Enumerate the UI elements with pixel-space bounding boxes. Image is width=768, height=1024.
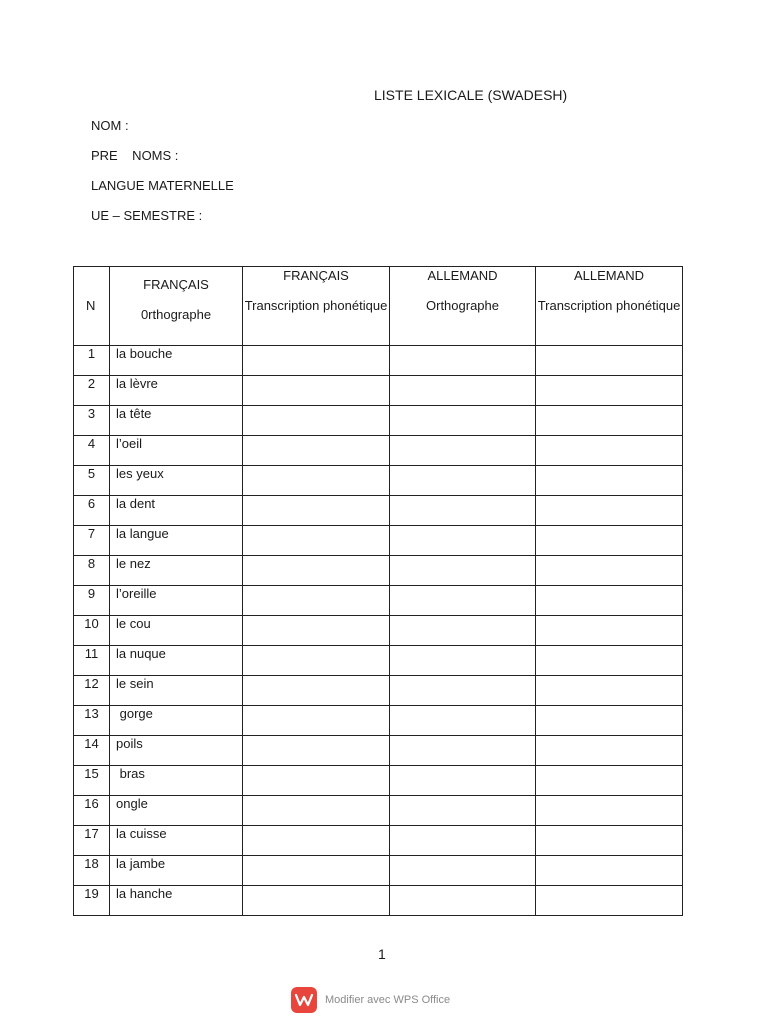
- table-row: [74, 406, 683, 436]
- header-francais-orthographe: [110, 267, 243, 346]
- header-allemand-orthographe-sub: Orthographe: [426, 298, 499, 313]
- row-french-transcription-cell[interactable]: [243, 526, 390, 556]
- table-row: [74, 886, 683, 916]
- header-francais-orthographe-sub: 0rthographe: [140, 307, 212, 322]
- row-number: 16: [74, 796, 110, 826]
- table-row: [74, 706, 683, 736]
- row-french-transcription-cell[interactable]: [243, 646, 390, 676]
- header-allemand-orthographe-title: ALLEMAND: [427, 268, 498, 283]
- row-number: 18: [74, 856, 110, 886]
- row-french-word: le cou: [110, 616, 243, 646]
- row-french-word: la nuque: [110, 646, 243, 676]
- row-french-word: la hanche: [110, 886, 243, 916]
- row-french-word: poils: [110, 736, 243, 766]
- table-row: [74, 526, 683, 556]
- row-german-orthography-cell[interactable]: [390, 346, 536, 376]
- row-french-word: la bouche: [110, 346, 243, 376]
- table-row: [74, 646, 683, 676]
- header-francais-transcription-title: FRANÇAIS: [283, 268, 349, 283]
- row-german-transcription-cell[interactable]: [536, 496, 683, 526]
- row-french-transcription-cell[interactable]: [243, 796, 390, 826]
- row-german-orthography-cell[interactable]: [390, 466, 536, 496]
- row-german-transcription-cell[interactable]: [536, 826, 683, 856]
- header-francais-orthographe-title: FRANÇAIS: [143, 277, 209, 292]
- row-french-transcription-cell[interactable]: [243, 856, 390, 886]
- row-french-word: la lèvre: [110, 376, 243, 406]
- row-french-transcription-cell[interactable]: [243, 706, 390, 736]
- row-number: 14: [74, 736, 110, 766]
- row-french-transcription-cell[interactable]: [243, 586, 390, 616]
- row-french-transcription-cell[interactable]: [243, 436, 390, 466]
- wps-logo-icon: [291, 987, 317, 1013]
- header-n: N: [74, 267, 110, 346]
- table-row: [74, 496, 683, 526]
- row-french-transcription-cell[interactable]: [243, 736, 390, 766]
- table-row: [74, 736, 683, 766]
- table-header-row: [74, 267, 683, 346]
- row-german-orthography-cell[interactable]: [390, 736, 536, 766]
- header-allemand-orthographe: [390, 267, 536, 346]
- row-german-orthography-cell[interactable]: [390, 766, 536, 796]
- field-prenoms-label: PRE NOMS :: [91, 148, 179, 163]
- row-french-transcription-cell[interactable]: [243, 406, 390, 436]
- row-german-transcription-cell[interactable]: [536, 616, 683, 646]
- row-number: 1: [74, 346, 110, 376]
- row-german-orthography-cell[interactable]: [390, 496, 536, 526]
- row-french-transcription-cell[interactable]: [243, 376, 390, 406]
- row-french-word: les yeux: [110, 466, 243, 496]
- row-french-transcription-cell[interactable]: [243, 346, 390, 376]
- header-allemand-transcription: [536, 267, 683, 346]
- row-german-transcription-cell[interactable]: [536, 676, 683, 706]
- table-row: [74, 586, 683, 616]
- row-french-word: la dent: [110, 496, 243, 526]
- row-french-word: ongle: [110, 796, 243, 826]
- table-row: [74, 376, 683, 406]
- row-german-transcription-cell[interactable]: [536, 706, 683, 736]
- row-german-transcription-cell[interactable]: [536, 466, 683, 496]
- row-german-transcription-cell[interactable]: [536, 796, 683, 826]
- row-german-orthography-cell[interactable]: [390, 556, 536, 586]
- row-french-word: l’oeil: [110, 436, 243, 466]
- wps-edit-badge[interactable]: [291, 987, 450, 1013]
- row-number: 9: [74, 586, 110, 616]
- row-french-transcription-cell[interactable]: [243, 766, 390, 796]
- field-nom-label: NOM :: [91, 118, 129, 133]
- row-french-transcription-cell[interactable]: [243, 616, 390, 646]
- field-ue-semestre-label: UE – SEMESTRE :: [91, 208, 203, 223]
- row-number: 11: [74, 646, 110, 676]
- row-german-transcription-cell[interactable]: [536, 406, 683, 436]
- row-german-transcription-cell[interactable]: [536, 766, 683, 796]
- row-german-orthography-cell[interactable]: [390, 406, 536, 436]
- row-french-word: le sein: [110, 676, 243, 706]
- row-number: 10: [74, 616, 110, 646]
- table-row: [74, 346, 683, 376]
- table-row: [74, 796, 683, 826]
- row-french-transcription-cell[interactable]: [243, 886, 390, 916]
- row-german-orthography-cell[interactable]: [390, 586, 536, 616]
- header-francais-transcription: [243, 267, 390, 346]
- row-french-word: gorge: [110, 706, 243, 736]
- row-number: 5: [74, 466, 110, 496]
- row-french-word: la langue: [110, 526, 243, 556]
- row-german-transcription-cell[interactable]: [536, 886, 683, 916]
- table-row: [74, 856, 683, 886]
- row-number: 6: [74, 496, 110, 526]
- row-number: 12: [74, 676, 110, 706]
- row-german-orthography-cell[interactable]: [390, 436, 536, 466]
- row-french-transcription-cell[interactable]: [243, 556, 390, 586]
- row-number: 15: [74, 766, 110, 796]
- row-french-word: la tête: [110, 406, 243, 436]
- row-german-transcription-cell[interactable]: [536, 646, 683, 676]
- header-allemand-transcription-title: ALLEMAND: [573, 268, 645, 283]
- row-german-orthography-cell[interactable]: [390, 856, 536, 886]
- table-row: [74, 676, 683, 706]
- row-german-transcription-cell[interactable]: [536, 346, 683, 376]
- row-number: 17: [74, 826, 110, 856]
- table-row: [74, 766, 683, 796]
- row-german-transcription-cell[interactable]: [536, 526, 683, 556]
- row-german-orthography-cell[interactable]: [390, 706, 536, 736]
- row-number: 8: [74, 556, 110, 586]
- row-german-orthography-cell[interactable]: [390, 646, 536, 676]
- row-german-orthography-cell[interactable]: [390, 676, 536, 706]
- row-number: 4: [74, 436, 110, 466]
- row-number: 3: [74, 406, 110, 436]
- row-french-word: la cuisse: [110, 826, 243, 856]
- row-number: 19: [74, 886, 110, 916]
- row-german-transcription-cell[interactable]: [536, 586, 683, 616]
- document-title: LISTE LEXICALE (SWADESH): [374, 87, 568, 103]
- row-french-word: l’oreille: [110, 586, 243, 616]
- row-french-transcription-cell[interactable]: [243, 466, 390, 496]
- row-german-transcription-cell[interactable]: [536, 856, 683, 886]
- table-row: [74, 436, 683, 466]
- table-row: [74, 616, 683, 646]
- row-french-word: le nez: [110, 556, 243, 586]
- row-german-orthography-cell[interactable]: [390, 826, 536, 856]
- row-german-transcription-cell[interactable]: [536, 736, 683, 766]
- header-allemand-transcription-sub: Transcription phonétique: [537, 298, 681, 313]
- row-french-transcription-cell[interactable]: [243, 496, 390, 526]
- row-german-orthography-cell[interactable]: [390, 796, 536, 826]
- row-german-transcription-cell[interactable]: [536, 556, 683, 586]
- table-body: [74, 346, 683, 916]
- row-german-orthography-cell[interactable]: [390, 886, 536, 916]
- row-number: 7: [74, 526, 110, 556]
- row-german-transcription-cell[interactable]: [536, 436, 683, 466]
- table-row: [74, 466, 683, 496]
- table-row: [74, 556, 683, 586]
- row-french-transcription-cell[interactable]: [243, 826, 390, 856]
- lexical-table: [73, 266, 683, 916]
- wps-edit-label[interactable]: Modifier avec WPS Office: [325, 994, 451, 1006]
- row-german-orthography-cell[interactable]: [390, 616, 536, 646]
- table-row: [74, 826, 683, 856]
- row-german-orthography-cell[interactable]: [390, 526, 536, 556]
- header-francais-transcription-sub: Transcription phonétique: [244, 298, 388, 313]
- page-number: 1: [378, 946, 386, 962]
- row-french-transcription-cell[interactable]: [243, 676, 390, 706]
- row-german-transcription-cell[interactable]: [536, 376, 683, 406]
- row-number: 2: [74, 376, 110, 406]
- row-german-orthography-cell[interactable]: [390, 376, 536, 406]
- row-french-word: la jambe: [110, 856, 243, 886]
- row-number: 13: [74, 706, 110, 736]
- row-french-word: bras: [110, 766, 243, 796]
- field-langue-label: LANGUE MATERNELLE: [91, 178, 234, 193]
